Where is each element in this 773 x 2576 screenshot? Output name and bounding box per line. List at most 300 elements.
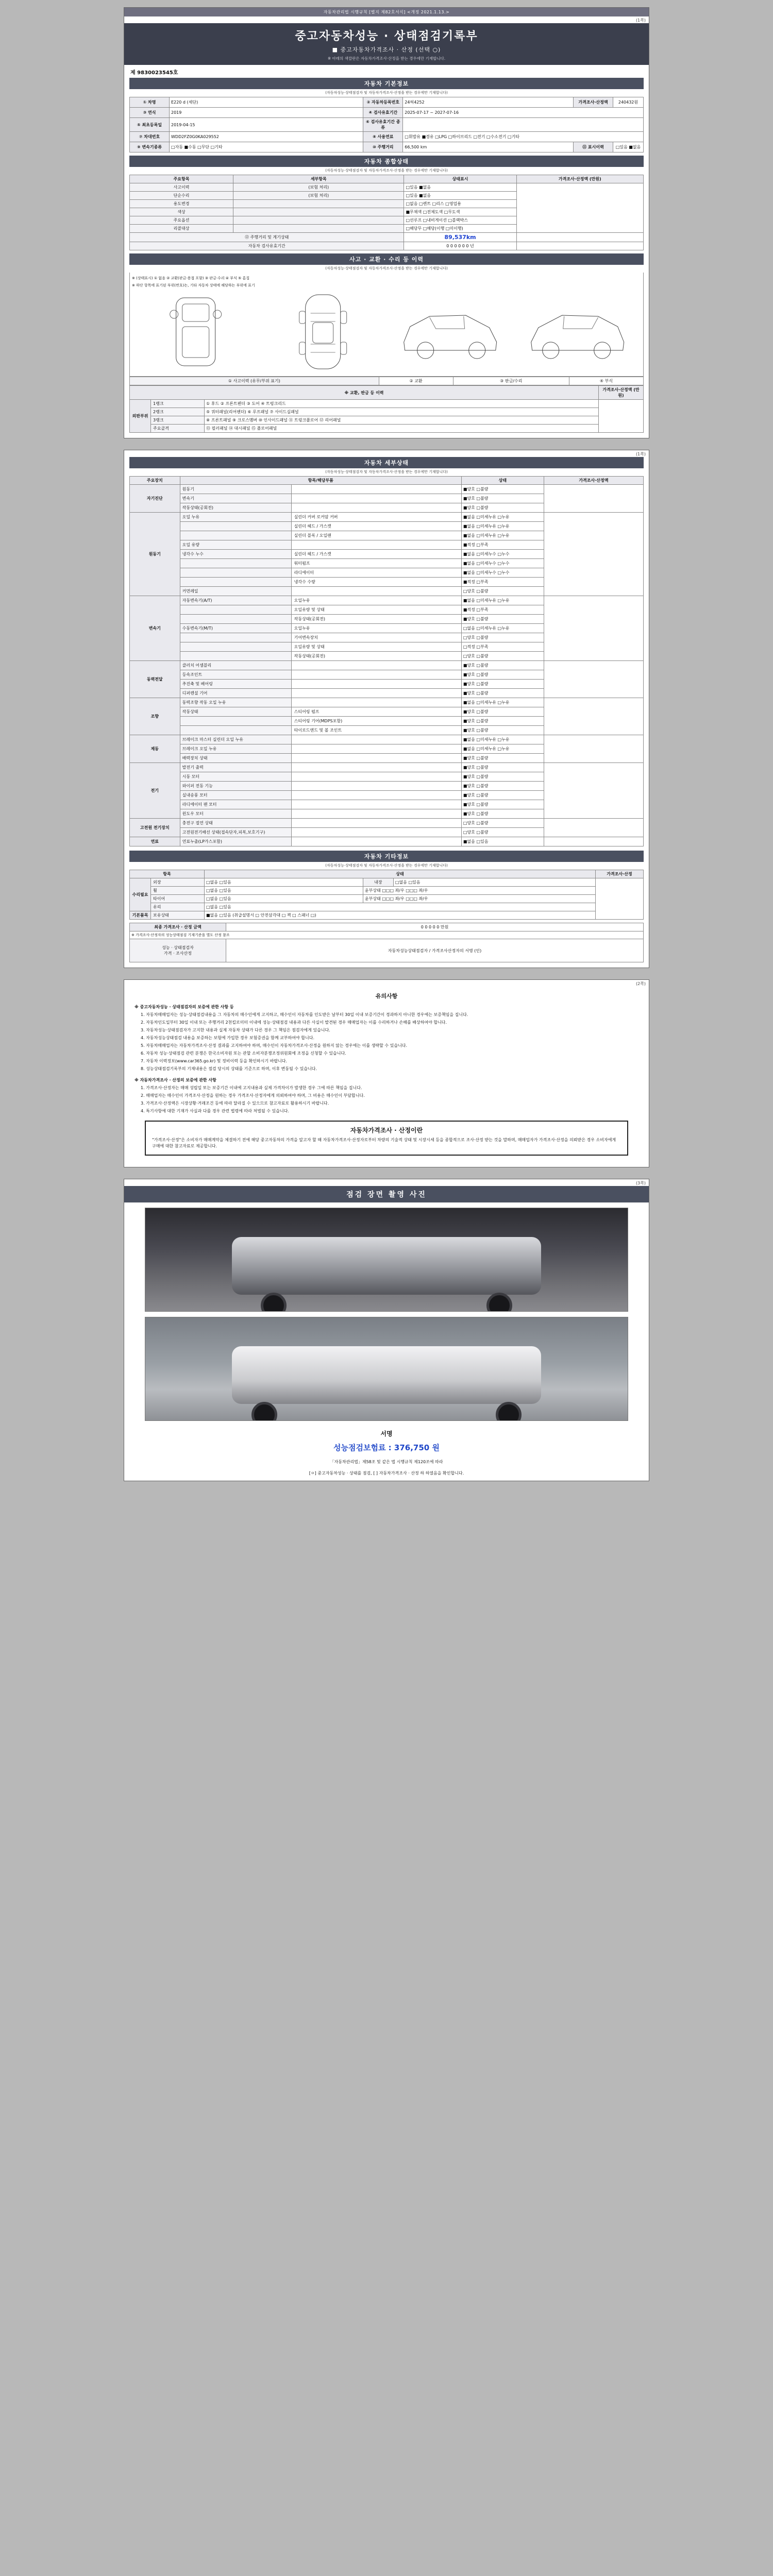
detail-item — [291, 540, 461, 550]
row-value-2: 2025-07-17 ~ 2027-07-16 — [403, 108, 644, 118]
sheet-notice — [124, 979, 649, 1167]
detail-state-table — [129, 476, 644, 846]
detail-state[interactable]: □양호 □불량 — [461, 652, 544, 661]
row-main: 단순수리 — [130, 192, 233, 200]
col-sub: 세부항목 — [233, 175, 404, 183]
detail-state[interactable]: ■양호 □불량 — [461, 763, 544, 772]
insurance-fee — [124, 1439, 649, 1458]
car-photo-body-rear — [232, 1346, 541, 1404]
detail-state[interactable]: ■적정 □부족 — [461, 605, 544, 615]
etc-state[interactable]: □없음 □있음 — [205, 903, 596, 911]
table-header-row — [130, 386, 644, 400]
detail-state[interactable]: ■적정 □부족 — [461, 578, 544, 587]
row-value: □자동 ■수동 □무단 □기타 — [170, 142, 363, 152]
detail-subgroup: 작동상태 — [180, 707, 291, 717]
row-state[interactable]: □선루프 □내비게이션 □블랙박스 — [404, 216, 516, 225]
row-state[interactable]: □없음 □렌트 □리스 □영업용 — [404, 200, 516, 208]
detail-item: 실린더 커버 로커암 커버 — [291, 513, 461, 522]
table-row — [130, 923, 644, 931]
detail-state[interactable]: ■양호 □불량 — [461, 689, 544, 698]
table-row — [130, 485, 644, 494]
declaration-box — [145, 1121, 628, 1156]
row-value-3: □있음 ■없음 — [613, 142, 644, 152]
inspection-photo-front — [145, 1208, 629, 1312]
accident-label-3[interactable]: ④ 부식 — [569, 377, 643, 385]
row-state[interactable]: □있음 ■없음 — [404, 183, 516, 192]
detail-subgroup: 실내송풍 모터 — [180, 791, 291, 800]
car-photo-body-front — [232, 1237, 541, 1295]
page-number-3: (3쪽) — [635, 1181, 646, 1185]
detail-item — [291, 503, 461, 513]
detail-subgroup: 와이퍼 전동 기능 — [180, 782, 291, 791]
row-value: 2019-04-15 — [170, 118, 363, 132]
accident-label-1[interactable]: ② 교환 — [379, 377, 453, 385]
notice-item: 8. 성능상태점검기록부의 기재내용은 점검 당시의 상태를 기준으로 하며, 이후 변동될 수 있습니다. — [141, 1066, 317, 1071]
usage-price — [516, 242, 643, 250]
detail-subgroup: 배력장치 상태 — [180, 754, 291, 763]
detail-state[interactable]: ■양호 □불량 — [461, 494, 544, 503]
detail-state[interactable]: □양호 □불량 — [461, 587, 544, 596]
detail-state[interactable]: ■없음 □미세누수 □누수 — [461, 559, 544, 568]
col-main: 주요항목 — [130, 175, 233, 183]
section-etc-bar: 자동차 기타정보 — [129, 851, 644, 862]
document-subtitle: ■ 중고자동차가격조사 · 산정 (선택 ○) — [332, 46, 441, 53]
notice-item-2: 3. 가격조사·산정액은 시장상황·거래조건 등에 따라 달라질 수 있으므로 참고자료로 활용하시기 바랍니다. — [141, 1101, 329, 1106]
notice-item: 4. 자동차성능상태점검 내용을 보증하는 보험에 가입한 경우 보험증권을 함께 교부하여야 합니다. — [141, 1036, 314, 1040]
table-row — [130, 408, 644, 416]
detail-item: 실린더 헤드 / 가스켓 — [291, 550, 461, 559]
etc-group: 수리필요 — [130, 878, 151, 911]
detail-item: 기어변속장치 — [291, 633, 461, 642]
detail-state[interactable]: ■없음 □미세누수 □누수 — [461, 550, 544, 559]
etc-sub: 외장 — [151, 878, 205, 887]
table-row — [130, 596, 644, 605]
etc-state[interactable]: □없음 □있음 — [205, 878, 363, 887]
etc-state[interactable]: □없음 □있음 — [205, 895, 363, 903]
notice-item: 3. 자동차성능·상태점검자가 고지한 내용과 실제 자동차 상태가 다른 경우 그 책임은 점검자에게 있습니다. — [141, 1028, 330, 1032]
detail-state[interactable]: ■없음 □있음 — [461, 837, 544, 846]
detail-item — [291, 670, 461, 680]
section-basic-info-bar: 자동차 기본정보 — [129, 78, 644, 89]
accident-state-table — [129, 377, 644, 385]
detail-state[interactable]: ■양호 □불량 — [461, 772, 544, 782]
price-head: 가격조사·산정액 — [574, 97, 613, 108]
diagram-legend-2: ※ 하단 항목에 표기된 부위(번호)는, 기타 자동차 상태에 해당하는 부위에 표기 — [132, 283, 255, 287]
row-sub — [233, 208, 404, 216]
basic-info-table — [129, 97, 644, 152]
detail-state[interactable]: ■양호 □불량 — [461, 809, 544, 819]
detail-item: 실린더 블록 / 오일팬 — [291, 531, 461, 540]
detail-price — [544, 837, 643, 846]
notice-item: 7. 자동차 이력정보(www.car365.go.kr) 및 정비이력 등을 확인하시기 바랍니다. — [141, 1059, 288, 1063]
detail-group: 제동 — [130, 735, 180, 763]
etc-sub: 유리 — [151, 903, 205, 911]
detail-state[interactable]: ■양호 □불량 — [461, 754, 544, 763]
detail-subgroup: 충전구 절연 상태 — [180, 819, 291, 828]
detail-item: 작동상태(공회전) — [291, 615, 461, 624]
col-price: 가격조사·산정 — [596, 870, 644, 878]
row-value-2: 24허4252 — [403, 97, 574, 108]
detail-state[interactable]: □양호 □불량 — [461, 633, 544, 642]
table-row-usage — [130, 242, 644, 250]
detail-subgroup: 동력조향 작동 오일 누유 — [180, 698, 291, 707]
notice-item-2: 2. 매매업자는 매수인이 가격조사·산정을 원하는 경우 가격조사·산정자에게 의뢰하여야 하며, 그 비용은 매수인이 부담합니다. — [141, 1093, 365, 1098]
section-detail-note: (자동차성능·상태점검자 및 자동차가격조사·산정을 받는 경우에만 기재합니다) — [325, 470, 448, 474]
notice-item: 1. 자동차매매업자는 성능·상태점검내용을 그 자동차의 매수인에게 고지하고, 매수인이 자동차를 인도받은 날부터 30일 이내 보증기간이 경과하지 아니한 경우에는 보증책임을 집니다. — [141, 1012, 468, 1017]
detail-item — [291, 744, 461, 754]
detail-state[interactable]: □없음 □미세누유 □누유 — [461, 624, 544, 633]
table-header-row — [130, 870, 644, 878]
detail-state[interactable]: ■없음 □미세누유 □누유 — [461, 522, 544, 531]
notice-sec2-title: ※ 자동차가격조사 · 산정의 보증에 관한 사항 — [135, 1078, 216, 1082]
detail-subgroup — [180, 568, 291, 578]
col-state: 상태 — [205, 870, 596, 878]
overall-table — [129, 175, 644, 250]
rank-items: ⑧ 프론트패널 ⑨ 크로스멤버 ⑩ 인사이드패널 ⑪ 트렁크플로어 ⑫ 리어패널 — [205, 416, 599, 425]
rank-items: ⑤ 쿼터패널(리어펜더) ⑥ 루프패널 ⑦ 사이드실패널 — [205, 408, 599, 416]
col-price: 가격조사·산정액 (만원) — [516, 175, 643, 183]
table-row — [130, 735, 644, 744]
detail-subgroup: 브레이크 오일 누유 — [180, 744, 291, 754]
row-label-2: ④ 검사유효기간 — [363, 108, 403, 118]
detail-state[interactable]: ■없음 □미세누유 □누유 — [461, 744, 544, 754]
signer-label-2: 가격 · 조사산정 — [164, 951, 192, 956]
row-label: ③ 연식 — [130, 108, 170, 118]
detail-item: 오일유량 및 상태 — [291, 605, 461, 615]
table-row — [130, 183, 644, 192]
detail-state[interactable]: ■양호 □불량 — [461, 615, 544, 624]
row-label: ① 차명 — [130, 97, 170, 108]
etc-group: 기본품목 — [130, 911, 151, 920]
detail-subgroup: 발전기 출력 — [180, 763, 291, 772]
section-overall-note: (자동차성능·상태점검자 및 자동차가격조사·산정을 받는 경우에만 기재합니다) — [325, 168, 448, 173]
table-row — [130, 837, 644, 846]
detail-subgroup: 윈도우 모터 — [180, 809, 291, 819]
notice-item: 6. 자동차 성능·상태점검 관련 분쟁은 한국소비자원 또는 관할 소비자분쟁조정위원회에 조정을 신청할 수 있습니다. — [141, 1051, 346, 1056]
row-main: 리콜대상 — [130, 225, 233, 233]
detail-subgroup: 원동기 — [180, 485, 291, 494]
row-sub — [233, 225, 404, 233]
row-main: 색상 — [130, 208, 233, 216]
detail-item — [291, 837, 461, 846]
detail-item: 오일누유 — [291, 596, 461, 605]
detail-subgroup: 라디에이터 팬 모터 — [180, 800, 291, 809]
detail-state[interactable]: ■양호 □불량 — [461, 726, 544, 735]
detail-subgroup — [180, 726, 291, 735]
car-diagram — [129, 273, 644, 377]
table-row — [130, 887, 644, 895]
detail-subgroup: 냉각수 누수 — [180, 550, 291, 559]
detail-price — [544, 763, 643, 819]
table-row — [130, 819, 644, 828]
detail-item: 워터펌프 — [291, 559, 461, 568]
table-row — [130, 878, 644, 887]
detail-item — [291, 791, 461, 800]
detail-state[interactable]: ■양호 □불량 — [461, 661, 544, 670]
table-row — [130, 425, 644, 433]
etc-state[interactable]: □없음 □있음 — [205, 887, 363, 895]
wheel-icon — [486, 1293, 512, 1312]
col-price: 가격조사·산정액 — [544, 477, 643, 485]
wheel-icon — [251, 1402, 277, 1421]
detail-item — [291, 680, 461, 689]
detail-subgroup: 작동상태(공회전) — [180, 503, 291, 513]
inspection-photo-rear — [145, 1317, 629, 1421]
detail-subgroup: 브레이크 마스터 실린더 오일 누유 — [180, 735, 291, 744]
table-row — [130, 416, 644, 425]
price-value: 240432원 — [613, 97, 644, 108]
accident-label-0: ① 사고이력 (유무/부위 표기) — [130, 377, 379, 385]
row-state[interactable]: □해당무 □해당(이행 □미이행) — [404, 225, 516, 233]
row-price — [516, 183, 643, 233]
table-row — [130, 903, 644, 911]
wheel-icon — [261, 1293, 287, 1312]
table-row — [130, 108, 644, 118]
row-sub — [233, 200, 404, 208]
row-label: ⑤ 최초등록일 — [130, 118, 170, 132]
detail-item — [291, 809, 461, 819]
detail-group: 원동기 — [130, 513, 180, 596]
detail-price — [544, 485, 643, 513]
signer-area[interactable]: 자동차성능상태점검자 / 가격조사산정자의 서명 (인) — [226, 939, 644, 962]
detail-subgroup — [180, 717, 291, 726]
row-label-3: ⑪ 표시이력 — [574, 142, 613, 152]
detail-group: 전기 — [130, 763, 180, 819]
detail-item: 작동상태(공회전) — [291, 652, 461, 661]
detail-subgroup — [180, 559, 291, 568]
detail-subgroup: 자동변속기(A/T) — [180, 596, 291, 605]
rank-label: 주요골격 — [151, 425, 205, 433]
mileage-number: 89,537km — [444, 234, 476, 241]
detail-state[interactable]: ■양호 □불량 — [461, 670, 544, 680]
row-main: 주요옵션 — [130, 216, 233, 225]
row-state[interactable]: ■무채색 □전체도색 □무도색 — [404, 208, 516, 216]
detail-item — [291, 772, 461, 782]
document-title-note: ※ 아래의 색깔란은 자동차가격조사·산정을 받는 경우에만 기재합니다. — [327, 56, 446, 61]
row-sub — [233, 216, 404, 225]
notice-sec1-title: ※ 중고자동차성능 · 상태점검자의 보증에 관한 사항 등 — [135, 1005, 234, 1009]
section-accident-note: (자동차성능·상태점검자 및 자동차가격조사·산정을 받는 경우에만 기재합니다) — [325, 266, 448, 270]
detail-item: 오일유량 및 상태 — [291, 642, 461, 652]
car-diagram-row — [132, 289, 641, 374]
detail-group: 조향 — [130, 698, 180, 735]
detail-subgroup: 등속조인트 — [180, 670, 291, 680]
detail-item: 실린더 헤드 / 가스켓 — [291, 522, 461, 531]
detail-item: 스티어링 펌프 — [291, 707, 461, 717]
detail-item — [291, 819, 461, 828]
car-view-side-left — [394, 291, 506, 373]
footer-note-1: 「자동차관리법」제58조 및 같은 법 시행규칙 제120조에 따라 — [330, 1460, 443, 1464]
detail-state[interactable]: ■없음 □미세누유 □누유 — [461, 513, 544, 522]
car-view-side-right — [522, 291, 633, 373]
detail-item: 오일누유 — [291, 624, 461, 633]
usage-value: 0 0 0 0 0 0 년 — [404, 242, 516, 250]
etc-price — [596, 878, 644, 920]
rank-label: 2랭크 — [151, 408, 205, 416]
detail-price — [544, 819, 643, 837]
detail-subgroup: 연료누출(LP가스포함) — [180, 837, 291, 846]
exchange-price — [599, 400, 644, 433]
table-row — [130, 118, 644, 132]
detail-subgroup: 고전원전기배선 상태(접속단자,피복,보호기구) — [180, 828, 291, 837]
table-row — [130, 895, 644, 903]
detail-subgroup: 오일 유량 — [180, 540, 291, 550]
row-value: E220 d (세단) — [170, 97, 363, 108]
detail-state[interactable]: ■양호 □불량 — [461, 791, 544, 800]
detail-subgroup: 수동변속기(M/T) — [180, 624, 291, 633]
final-price-table — [129, 923, 644, 962]
accident-label-2[interactable]: ③ 판금/수리 — [453, 377, 569, 385]
sheet-page-1 — [124, 7, 649, 438]
insurance-fee-label: 성능점검보험료 : — [333, 1443, 392, 1452]
detail-subgroup: 변속기 — [180, 494, 291, 503]
detail-item: 스티어링 기어(MDPS포함) — [291, 717, 461, 726]
detail-price — [544, 661, 643, 698]
detail-price — [544, 513, 643, 596]
notice-item: 2. 자동차인도일부터 30일 이내 또는 주행거리 2천킬로미터 이내에 성능·상태점검 내용과 다른 사실이 발견된 경우 매매업자는 이를 수리하거나 손해를 배상하여야 합니다. — [141, 1020, 447, 1025]
section-detail-bar: 자동차 세부상태 — [129, 457, 644, 468]
mileage-label: ⑫ 주행거리 및 계기상태 — [130, 233, 404, 242]
detail-state[interactable]: ■양호 □불량 — [461, 680, 544, 689]
row-main: 용도변경 — [130, 200, 233, 208]
detail-state[interactable]: ■없음 □미세누유 □누유 — [461, 596, 544, 605]
final-price-value: 0 0 0 0 0 만원 — [226, 923, 644, 931]
table-header-row — [130, 477, 644, 485]
row-state[interactable]: □있음 ■없음 — [404, 192, 516, 200]
table-row — [130, 377, 644, 385]
table-row — [130, 911, 644, 920]
detail-state[interactable]: □양호 □불량 — [461, 819, 544, 828]
signer-label — [130, 939, 226, 962]
etc-sub2: 내장 — [363, 878, 393, 887]
detail-item — [291, 828, 461, 837]
final-price-note: ※ 가격조사·산정자의 성능상태점검 기재기준을 별도 산정 참조 — [130, 931, 644, 939]
signer-label-1: 성능 · 상태점검자 — [162, 945, 194, 950]
detail-subgroup — [180, 652, 291, 661]
detail-subgroup: 추진축 및 베어링 — [180, 680, 291, 689]
document-number-label: 제 — [130, 70, 136, 76]
detail-subgroup: 디퍼렌셜 기어 — [180, 689, 291, 698]
etc-state2[interactable]: □없음 □있음 — [393, 878, 595, 887]
etc-table — [129, 870, 644, 920]
sheet-photos — [124, 1179, 649, 1481]
col-group: 주요장치 — [130, 477, 180, 485]
table-row — [130, 763, 644, 772]
row-value-2: □휘발유 ■경유 □LPG □하이브리드 □전기 □수소전기 □기타 — [403, 132, 644, 142]
detail-state[interactable]: ■없음 □미세누유 □누유 — [461, 531, 544, 540]
detail-subgroup — [180, 522, 291, 531]
detail-state[interactable]: ■양호 □불량 — [461, 717, 544, 726]
mileage-value — [404, 233, 516, 242]
etc-state[interactable]: ■없음 □있음 (취급설명서 □ 안전삼각대 □ 잭 □ 스패너 □) — [205, 911, 596, 920]
document-number — [129, 65, 644, 78]
notice-item: 5. 자동차매매업자는 자동차가격조사·산정 결과를 고지하여야 하며, 매수인이 자동차가격조사·산정을 원하지 않는 경우에는 이를 생략할 수 있습니다. — [141, 1043, 408, 1048]
section-basic-info-note: (자동차성능·상태점검자 및 자동차가격조사·산정을 받는 경우에만 기재합니다) — [325, 91, 448, 95]
detail-state[interactable]: ■없음 □미세누유 □누유 — [461, 735, 544, 744]
detail-state[interactable]: ■양호 □불량 — [461, 800, 544, 809]
detail-state[interactable]: ■없음 □미세누유 □누유 — [461, 698, 544, 707]
detail-item — [291, 782, 461, 791]
rank-label: 1랭크 — [151, 400, 205, 408]
detail-body — [130, 485, 644, 846]
row-label-2: ② 자동차등록번호 — [363, 97, 403, 108]
row-sub: (보험 처리) — [233, 183, 404, 192]
row-sub: (보험 처리) — [233, 192, 404, 200]
detail-group: 동력전달 — [130, 661, 180, 698]
detail-state[interactable]: □적정 □부족 — [461, 642, 544, 652]
detail-subgroup — [180, 578, 291, 587]
detail-subgroup — [180, 531, 291, 540]
car-view-top — [267, 291, 379, 373]
col-item: 항목 — [130, 870, 205, 878]
detail-item — [291, 587, 461, 596]
page-number-1: (1쪽) — [635, 18, 646, 23]
signature-label: 서명 — [380, 1430, 393, 1437]
exchange-price-head: 가격조사·산정액 (만원) — [599, 386, 644, 400]
detail-subgroup: 시동 모터 — [180, 772, 291, 782]
exchange-group: 외판부위 — [130, 400, 151, 433]
detail-price — [544, 698, 643, 735]
row-label-2: ⑩ 주행거리 — [363, 142, 403, 152]
col-state: 상태표시 — [404, 175, 516, 183]
etc-state2[interactable]: 윤부상태 □□□ 좌/우 □□□ 좌/우 — [363, 887, 595, 895]
etc-sub: 타이어 — [151, 895, 205, 903]
detail-state[interactable]: ■양호 □불량 — [461, 707, 544, 717]
rank-items: ⑬ 필러패널 ⑭ 대시패널 ⑮ 플로어패널 — [205, 425, 599, 433]
detail-state[interactable]: ■양호 □불량 — [461, 485, 544, 494]
row-value: WDD2FZ0G0KA029552 — [170, 132, 363, 142]
detail-state[interactable]: □양호 □불량 — [461, 828, 544, 837]
detail-subgroup: 오일 누유 — [180, 513, 291, 522]
etc-sub: 보유상태 — [151, 911, 205, 920]
document-title-box — [124, 23, 649, 65]
row-label: ⑨ 변속기종류 — [130, 142, 170, 152]
insurance-fee-value: 376,750 원 — [394, 1443, 440, 1452]
detail-state[interactable]: ■양호 □불량 — [461, 782, 544, 791]
page-number-2: (2쪽) — [635, 981, 646, 986]
detail-state[interactable]: ■양호 □불량 — [461, 503, 544, 513]
detail-state[interactable]: ■없음 □미세누수 □누수 — [461, 568, 544, 578]
mileage-price — [516, 233, 643, 242]
detail-item — [291, 754, 461, 763]
notice-item-2: 4. 특기사항에 대한 기재가 사실과 다를 경우 관련 법령에 따라 처벌될 수 있습니다. — [141, 1109, 289, 1113]
document-title: 중고자동차성능 · 상태점검기록부 — [295, 30, 478, 43]
page-number-detail: (1쪽) — [635, 452, 646, 456]
footer-note-2: [ㅇ] 중고자동차성능 · 상태를 점검, [ ] 자동차가격조사 · 산정 하 하였음을 확인합니다. — [309, 1471, 464, 1476]
row-label: ⑦ 차대번호 — [130, 132, 170, 142]
section-overall-bar: 자동차 종합상태 — [129, 156, 644, 167]
detail-item — [291, 763, 461, 772]
etc-state2[interactable]: 윤부상태 □□□ 좌/우 □□□ 좌/우 — [363, 895, 595, 903]
detail-subgroup — [180, 605, 291, 615]
detail-state[interactable]: ■적정 □부족 — [461, 540, 544, 550]
etc-sub: 휠 — [151, 887, 205, 895]
col-item: 항목/해당부품 — [180, 477, 461, 485]
form-legal-note: 자동차관리법 시행규칙 [별지 제82호서식] <개정 2021.1.13.> — [124, 8, 649, 16]
detail-item — [291, 800, 461, 809]
detail-subgroup — [180, 642, 291, 652]
detail-item: 타이로드엔드 및 볼 조인트 — [291, 726, 461, 735]
detail-group: 연료 — [130, 837, 180, 846]
table-row — [130, 513, 644, 522]
detail-item — [291, 661, 461, 670]
col-state: 상태 — [461, 477, 544, 485]
detail-subgroup — [180, 615, 291, 624]
detail-subgroup: 커먼레일 — [180, 587, 291, 596]
section-etc-note: (자동차성능·상태점검자 및 자동차가격조사·산정을 받는 경우에만 기재합니다) — [325, 863, 448, 868]
detail-item — [291, 735, 461, 744]
detail-group: 변속기 — [130, 596, 180, 661]
